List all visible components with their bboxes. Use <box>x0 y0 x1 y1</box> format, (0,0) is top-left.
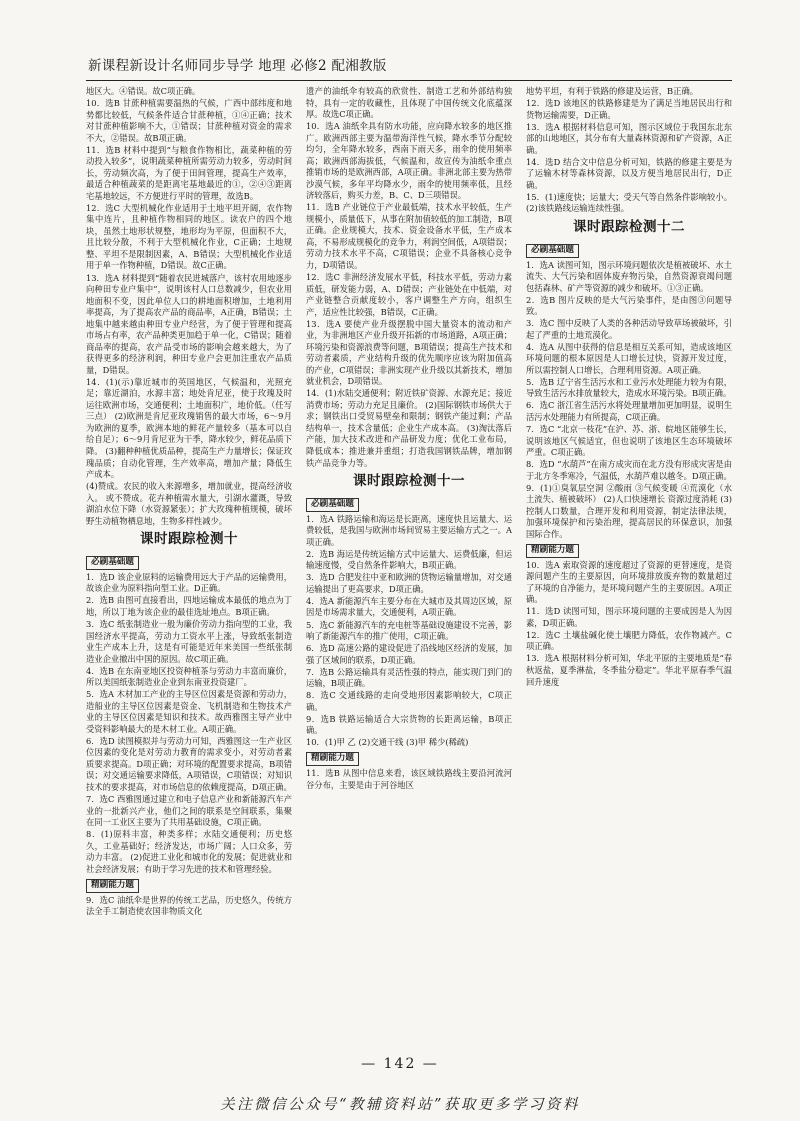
col3-answers-b <box>526 260 732 541</box>
col1-answers-c <box>86 895 292 918</box>
subsection-advanced: 精刷能力题 <box>526 544 579 558</box>
answer-item: 12．选D 该地区的铁路修建是为了满足当地居民出行和货物运输需要，D正确。 <box>526 98 732 120</box>
col1-answers-b <box>86 572 292 875</box>
answer-item: 8．选C 交通线路的走向受地形因素影响较大，C项正确。 <box>306 690 512 712</box>
answer-item: 7．选B 公路运输具有灵活性强的特点，能实现门到门的运输，B项正确。 <box>306 666 512 689</box>
subsection-advanced: 精刷能力题 <box>86 879 139 893</box>
column-middle <box>306 86 512 1046</box>
answer-item: 10．选B 甘蔗种植需要温热的气候，广西中部纬度和地势都比较低，气候条件适合甘蔗种植，①④正确；技术对甘蔗种植影响不大，①错误；甘蔗种植对资金的需求不大，②错误。故B项正确。 <box>86 98 292 143</box>
page-number: — 142 — <box>361 1056 439 1072</box>
subsection-basic: 必刷基础题 <box>526 244 579 258</box>
column-right <box>526 86 732 1046</box>
answer-item: 15．(1)速度快；运量大；受天气等自然条件影响较小。 (2)该铁路线运输连续性强。 <box>526 191 732 214</box>
answer-item: 12．选C 土壤盐碱化使土壤肥力降低，农作物减产。C项正确。 <box>526 629 732 652</box>
subsection-basic: 必刷基础题 <box>86 556 139 570</box>
page-number-value: 142 <box>383 1056 417 1072</box>
answer-item: 5．选A 木材加工产业的主导区位因素是资源和劳动力，造船业的主导区位因素是资金、飞机制造和生物技术产业的主导区位因素是知识和技术。故西雅图主导产业中受资料影响最大的是木材工业。A项正确。 <box>86 689 292 734</box>
column-left <box>86 86 292 1046</box>
answer-item: 8．(1)原料丰富，种类多样；水陆交通便利；历史悠久，工业基础好；经济发达，市场广阔；人口众多，劳动力丰富。 (2)促进工业化和城市化的发展；促进就业和社会经济发展；有助于学习先进的技术和管理经验。 <box>86 829 292 874</box>
answer-item: 4．选B 在东南亚地区投资种植茶与劳动力丰富而廉价，所以美国纸张制造业企业到东南亚投资建厂。 <box>86 665 292 688</box>
answer-item: 3．选C 图中反映了人类的各种活动导致草场被破坏，引起了严重的土地荒漠化。 <box>526 318 732 340</box>
answer-item: 7．选C 西雅图通过建立和电子信息产业和新能源汽车产业的一批新兴产业，他们之间的联系是空间联系，集聚在同一工业区主要为了共用基础设施，C项正确。 <box>86 793 292 828</box>
answer-item: 11．选B 从图中信息来看，该区域铁路线主要沿河流河谷分布，主要是由于河谷地区 <box>306 768 512 790</box>
answer-item: 6．选C 浙江省生活污水将处理量增加更加明显，说明生活污水处理能力有所提高，C项正确。 <box>526 400 732 422</box>
answer-item: 13．选A 材料提到“随着农民进城落户，该村农用地逐步向种田专业户集中”，说明该村人口总数减少，但农业用地面积不变，因此单位人口的耕地面积增加，土地利用率提高，为了提高农产品的商品率，A正确，B错误；土地集中越来越由种田专业户经营，为了便于管理和提高市场占有率，农产品种类更加趋于单一化，C错误；随着商品率的提高，农产品受市场的影响会越来越大，为了获得更多的经济利润，种田专业户会更加注重农产品质量，D错误。 <box>86 272 292 375</box>
answer-item: 11．选D 读图可知，图示环境问题的主要成因是人为因素，D项正确。 <box>526 606 732 628</box>
answer-page <box>86 86 732 1046</box>
answer-item: 3．选D 合肥发往中亚和欧洲的货物运输量增加，对交通运输提出了更高要求，D项正确。 <box>306 572 512 594</box>
answer-item: 地势平坦，有利于铁路的修建及运营，B正确。 <box>526 86 699 96</box>
section-title-12: 课时跟踪检测十二 <box>573 218 685 235</box>
col1-answers-a <box>86 86 292 527</box>
answer-item: 2．选B 图片反映的是大气污染事件，是由图③问题导致。 <box>526 294 732 317</box>
answer-item: 10．选A 油纸伞具有防水功能，应向降水较多的地区推广。欧洲西部主要为温带海洋性气候，降水季节分配较均匀，全年降水较多，西南下雨天多，雨伞的使用频率高；欧洲西部海拔低，气候温和，故宣传为油纸伞重点推销市场的是欧洲西部，A项正确。非洲北部主要为热带沙漠气候，多年平均降水少，雨伞的使用频率低，且经济较落后，购买力差，B、C、D三项错误。 <box>306 121 512 201</box>
answer-item: 11．选B 材料中提到“与粮食作物相比，蔬菜种植的劳动投入较多”，说明蔬菜种植所需劳动力较多，劳动时间长，劳动频次高，为了便于田间管理，提高生产效率，最适合种植蔬菜的是距离宅基地最近的①，②④③距离宅基地较远，不方便进行平时的管理，故选B。 <box>86 144 292 201</box>
answer-item: 1．选A 读图可知，图示环境问题依次是植被破坏、水土流失、大气污染和固体废弃物污染，自然资源衰竭问题包括森林、矿产等资源的减少和破坏。①③正确。 <box>526 259 732 293</box>
answer-item: 地区大。④错误。故C项正确。 <box>86 86 201 96</box>
col3-answers-a <box>526 86 732 215</box>
subsection-advanced: 精刷能力题 <box>306 752 359 766</box>
section-title-10: 课时跟踪检测十 <box>140 531 238 548</box>
answer-item: 9．(1)①臭氧层空洞 ②酸雨 ③气候变暖 ④荒漠化（水土流失、植被破坏） (2)人口快速增长 资源过度消耗 (3)控制人口数量，合理开发和利用资源，制定法律法规，加强环境保护和污染治理，提高居民的环保意识，加强国际合作。 <box>526 482 732 539</box>
answer-item: 14．(1)水陆交通便利；附近铁矿资源、水源充足；接近消费市场；劳动力充足且廉价。 (2)国际钢铁市场供大于求；钢铁出口受贸易壁垒和限制；钢铁产能过剩；产品结构单一，技术含量低；企业生产成本高。 (3)淘汰落后产能，加大技术改进和产品研发力度；优化工业布局，降低成本；推进兼并重组；打造我国钢铁品牌，增加钢铁产品竞争力等。 <box>306 388 512 468</box>
answer-item: 5．选C 新能源汽车的充电桩等基础设施建设不完善，影响了新能源汽车的推广使用，C项正确。 <box>306 619 512 642</box>
answer-item: 14．选D 结合文中信息分析可知，铁路的修建主要是为了运输木材等森林资源，以及方便当地居民出行，D正确。 <box>526 156 732 190</box>
answer-item: 2．选B 由图可直接看出，四地运输成本最低的地点为丁地，所以丁地为该企业的最佳选址地点。B项正确。 <box>86 595 292 617</box>
answer-item: 12．选C 大型机械化作业适用于土地平坦开阔，农作物集中连片，且种植作物相同的地区。读农户的四个地块，虽然土地形状规整，地形均为平原，但面积不大，且比较分散，不利于大型机械化作业，C正确；土地规整、平坦不是限制因素，A、B错误；大型机械化作业适用于单一作物种植，D错误。故C正确。 <box>86 202 292 271</box>
page-header: 新课程新设计名师同步导学 地理 必修2 配湘教版 <box>88 58 387 74</box>
col2-answers-c <box>306 514 512 749</box>
answer-item: 13．选A 根据材料信息可知，图示区域位于我国东北东部的山地地区，其分布有大量森林资源和矿产资源，A正确。 <box>526 121 732 155</box>
col3-answers-c <box>526 560 732 688</box>
answer-item: 5．选B 辽宁省生活污水和工业污水处理能力较为有限，导致生活污水排放量较大，造成水环境污染。B项正确。 <box>526 376 732 399</box>
col2-answers-a <box>306 86 512 388</box>
answer-item: 8．选D “水葫芦”在南方成灾而在北方没有形成灾害是由于北方冬季寒冷，气温低，水葫芦难以越冬。D项正确。 <box>526 459 732 481</box>
answer-item: 1．选A 铁路运输和海运是长距离，速度快且运量大、运费较低，是我国与欧洲市场间贸易主要运输方式之一。A项正确。 <box>306 513 512 547</box>
answer-item: 14．(1)(示)靠近城市的英国地区，气候温和，光照充足；靠近湖泊，水源丰富；地处肯尼亚，使于玫瑰及时运往欧洲市场，交通便利；土地面积广，地价低。（任写三点） (2)欧洲是肯尼亚玫瑰销售的最大市场，6～9月为欧洲的夏季，欧洲本地的鲜花产量较多（基本可以自给自足）；6～9月肯尼亚为干季，降水较少，鲜花品质下降。 (3)翻种种植优质品种，提高生产力量增长；保证玫瑰品质；自动化管理，生产效率高，增加产量；降低生产成本。 <box>86 376 292 480</box>
subsection-basic: 必刷基础题 <box>306 498 359 512</box>
answer-item: 4．选A 从图中获得的信息是相互关系可知，造成该地区环境问题的根本原因是人口增长过快，资源开发过度，所以需控制人口增长，合理利用资源。A项正确。 <box>526 341 732 375</box>
section-title-11: 课时跟踪检测十一 <box>353 473 465 490</box>
answer-item: 11．选B 产业链位于产业最低端，技术水平较低，生产规模小，质量低下，从事在附加值较低的加工制造，B项正确。企业规模大，技术、资金设备水平低，生产成本高，不易形成规模化的竞争力，利润空间低，A项错误；劳动力技术水平不高，C项错误；企业不具备核心竞争力，D项错误。 <box>306 202 512 270</box>
header-rule <box>86 80 732 81</box>
col2-answers-b <box>306 388 512 469</box>
answer-item: 6．选D 读图模拟并与劳动力可知，西雅图这一生产业区位因素的变化是对劳动力教育的需求变小，对劳动者素质要求提高。D项正确；对环境的配置要求提高，B项错误；对交通运输要求降低，A项错误，C项错误；对知识技术的要求提高，对市场信息的依赖度提高，D项正确。 <box>86 735 292 792</box>
answer-item: 2．选B 海运是传统运输方式中运量大、运费低廉，但运输速度慢，受自然条件影响大，B项正确。 <box>306 548 512 571</box>
answer-item: 6．选D 高速公路的建设促进了沿线地区经济的发展，加强了区域间的联系，D项正确。 <box>306 643 512 665</box>
answer-item: 10．(1)甲 乙 (2)交通干线 (3)甲 稀少(稀疏) <box>306 737 469 748</box>
answer-item: 遗产的油纸伞有较高的欣赏性、制造工艺和外部结构独特，具有一定的收藏性，且体现了中国传统文化底蕴深厚。故选C项正确。 <box>306 86 512 120</box>
col2-answers-d <box>306 768 512 791</box>
footer-note: 关注微信公众号“教辅资料站”获取更多学习资料 <box>220 1097 580 1113</box>
answer-item: 3．选C 纸张制造业一般为廉价劳动力指向型的工业，我国经济水平提高，劳动力工资水平上涨，导致纸张制造业生产成本上升，这是有可能是近年来美国一些纸张制造业企业撤出中国的原因。故C项正确。 <box>86 619 292 664</box>
answer-item: 12．选C 非洲经济发展水平低，科技水平低，劳动力素质低，研发能力弱，A、D错误；产业链处在中低端，对产业链整合贡献度较小，客户调整生产方向，组织生产，适应性比较强，B错误，C正确。 <box>306 272 512 317</box>
answer-item: 1．选D 该企业原料的运输费用远大于产品的运输费用，故该企业为原料指向型工业。D正确。 <box>86 571 292 594</box>
answer-item: 4．选A 新能源汽车主要分布在大城市及其周边区域，原因是市场需求量大，交通便利，A项正确。 <box>306 595 512 618</box>
answer-item: 13．选A 根据材料分析可知，华北平原的主要地质是“春秋返盐，夏季淋盐，冬季盐分稳定”。华北平原春季气温回升速度 <box>526 653 732 687</box>
answer-item: 13．选A 要使产业升级摆脱中国大量资本的流动和产业，为非洲地区产业升级开拓新的市场道路，A项正确；环境污染和资源浪费等问题，B项错误；提高生产技术和劳动者素质，产业结构升级的优先顺序应该为附加值高的产业，C项错误；非洲实现产业升级以其新技术，增加就业机会，D项错误。 <box>306 318 512 387</box>
answer-item: (4)赞成。农民的收入来源增多，增加就业，提高经济收入。 或不赞成。花卉种植需水量大，引湖水灌溉，导致湖泊水位下降（水资源紧张）；扩大玫瑰种植规模，破坏野生动植物栖息地，生物多样性减少。 <box>86 481 292 526</box>
answer-item: 10．选A 索取资源的速度超过了资源的更替速度，是资源问题产生的主要原因，向环境排放废弃物的数量超过了环境的自净能力，是环境问题产生的主要原因。A项正确。 <box>526 559 732 605</box>
answer-item: 9．选B 铁路运输适合大宗货物的长距离运输，B项正确。 <box>306 713 512 736</box>
answer-item: 7．选C “北京一枝花”在沪、苏、浙、皖地区能够生长，说明该地区气候适宜，但也说明了该地区生态环境破坏严重。C项正确。 <box>526 423 732 458</box>
answer-item: 9．选C 油纸伞是世界的传统工艺品，历史悠久，传统方法全手工制造使农国非物质文化 <box>86 894 292 917</box>
